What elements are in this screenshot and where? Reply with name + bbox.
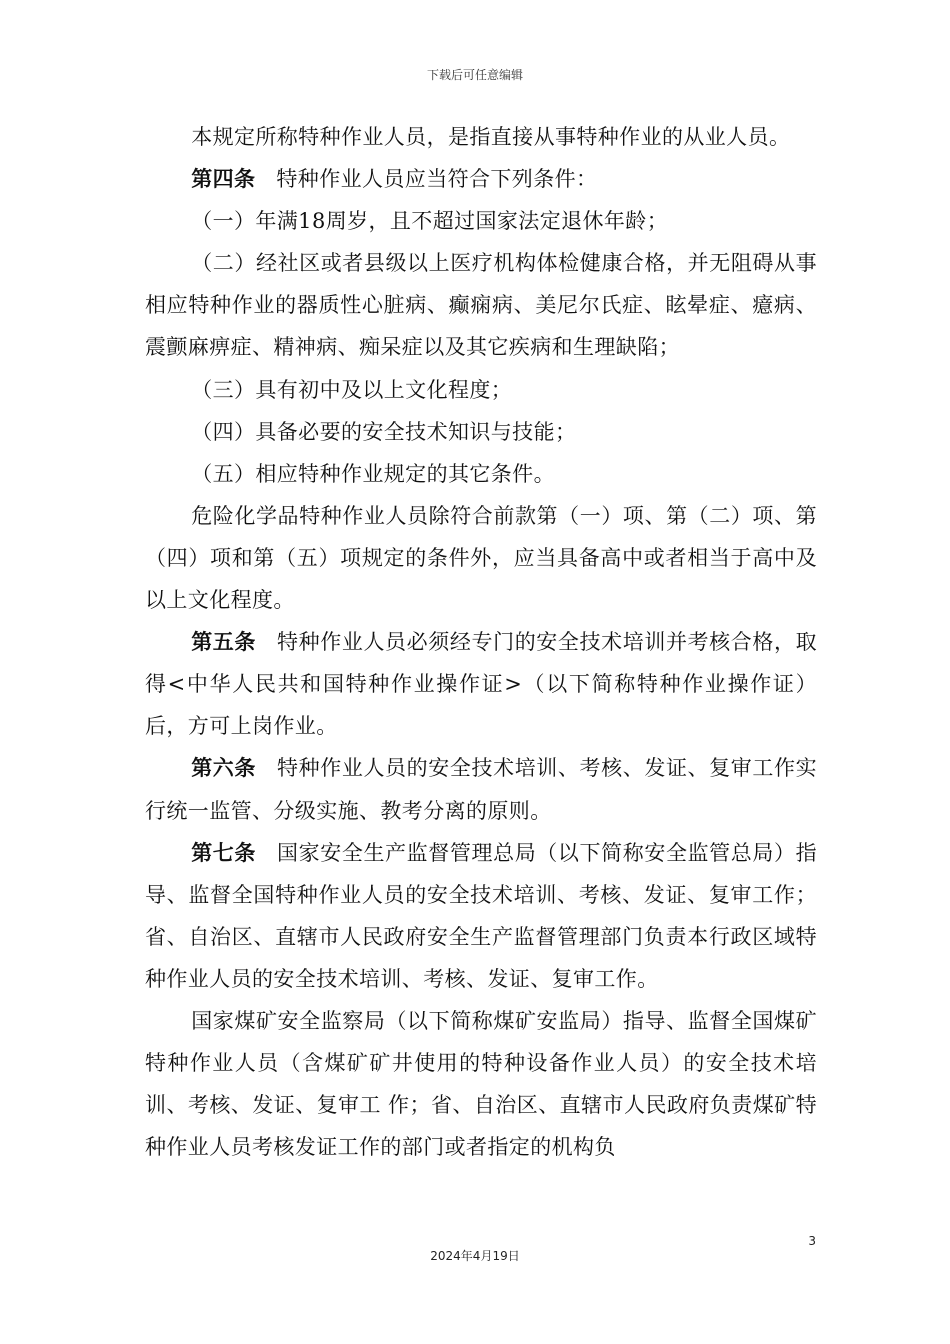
document-body <box>145 116 817 1168</box>
paragraph <box>145 116 817 158</box>
paragraph <box>145 242 817 368</box>
paragraph-text: 国家煤矿安全监察局（以下简称煤矿安监局）指导、监督全国煤矿特种作业人员（含煤矿矿井使用的特种设备作业人员）的安全技术培训、考核、发证、复审工 作；省、自治区、直辖市人民政府负责煤矿特种作业人员考核发证工作的部门或者指定的机构负 <box>145 1008 817 1160</box>
page-footer-date: 2024年4月19日 <box>430 1249 520 1263</box>
article-heading: 第四条 <box>191 166 256 192</box>
paragraph <box>145 453 817 495</box>
paragraph-text: 特种作业人员的安全技术培训、考核、发证、复审工作实行统一监管、分级实施、教考分离的原则。 <box>145 756 817 823</box>
paragraph-text: （三）具有初中及以上文化程度； <box>191 377 513 402</box>
paragraph-text: 危险化学品特种作业人员除符合前款第（一）项、第（二）项、第（四）项和第（五）项规定的条件外，应当具备高中或者相当于高中及以上文化程度。 <box>145 503 817 613</box>
article-heading: 第七条 <box>191 839 257 865</box>
paragraph <box>145 369 817 411</box>
paragraph-article-4 <box>145 158 817 200</box>
page-number: 3 <box>808 1234 816 1248</box>
paragraph-text: （二）经社区或者县级以上医疗机构体检健康合格，并无阻碍从事相应特种作业的器质性心脏病、癫痫病、美尼尔氏症、眩晕症、癔病、震颤麻痹症、精神病、痴呆症以及其它疾病和生理缺陷； <box>145 251 817 360</box>
paragraph <box>145 411 817 453</box>
paragraph-text: （一）年满18周岁，且不超过国家法定退休年龄； <box>191 209 669 234</box>
paragraph <box>145 1000 817 1168</box>
paragraph <box>145 200 817 242</box>
paragraph-article-6 <box>145 747 817 831</box>
paragraph-text: （五）相应特种作业规定的其它条件。 <box>191 461 555 486</box>
article-heading: 第五条 <box>191 629 257 655</box>
paragraph-article-5 <box>145 621 817 747</box>
paragraph-text: 国家安全生产监督管理总局（以下简称安全监管总局）指导、监督全国特种作业人员的安全技术培训、考核、发证、复审工作；省、自治区、直辖市人民政府安全生产监督管理部门负责本行政区域特种作业人员的安全技术培训、考核、发证、复审工作。 <box>145 840 817 991</box>
article-heading: 第六条 <box>191 755 257 781</box>
paragraph <box>145 495 817 621</box>
paragraph-article-7 <box>145 832 817 1000</box>
paragraph-text: （四）具备必要的安全技术知识与技能； <box>191 419 577 444</box>
paragraph-text: 本规定所称特种作业人员，是指直接从事特种作业的从业人员。 <box>191 125 791 149</box>
paragraph-text: 特种作业人员应当符合下列条件： <box>276 167 598 192</box>
paragraph-text: 特种作业人员必须经专门的安全技术培训并考核合格，取得<中华人民共和国特种作业操作证>（以下简称特种作业操作证）后，方可上岗作业。 <box>145 630 817 739</box>
page-header: 下载后可任意编辑 <box>426 68 523 82</box>
